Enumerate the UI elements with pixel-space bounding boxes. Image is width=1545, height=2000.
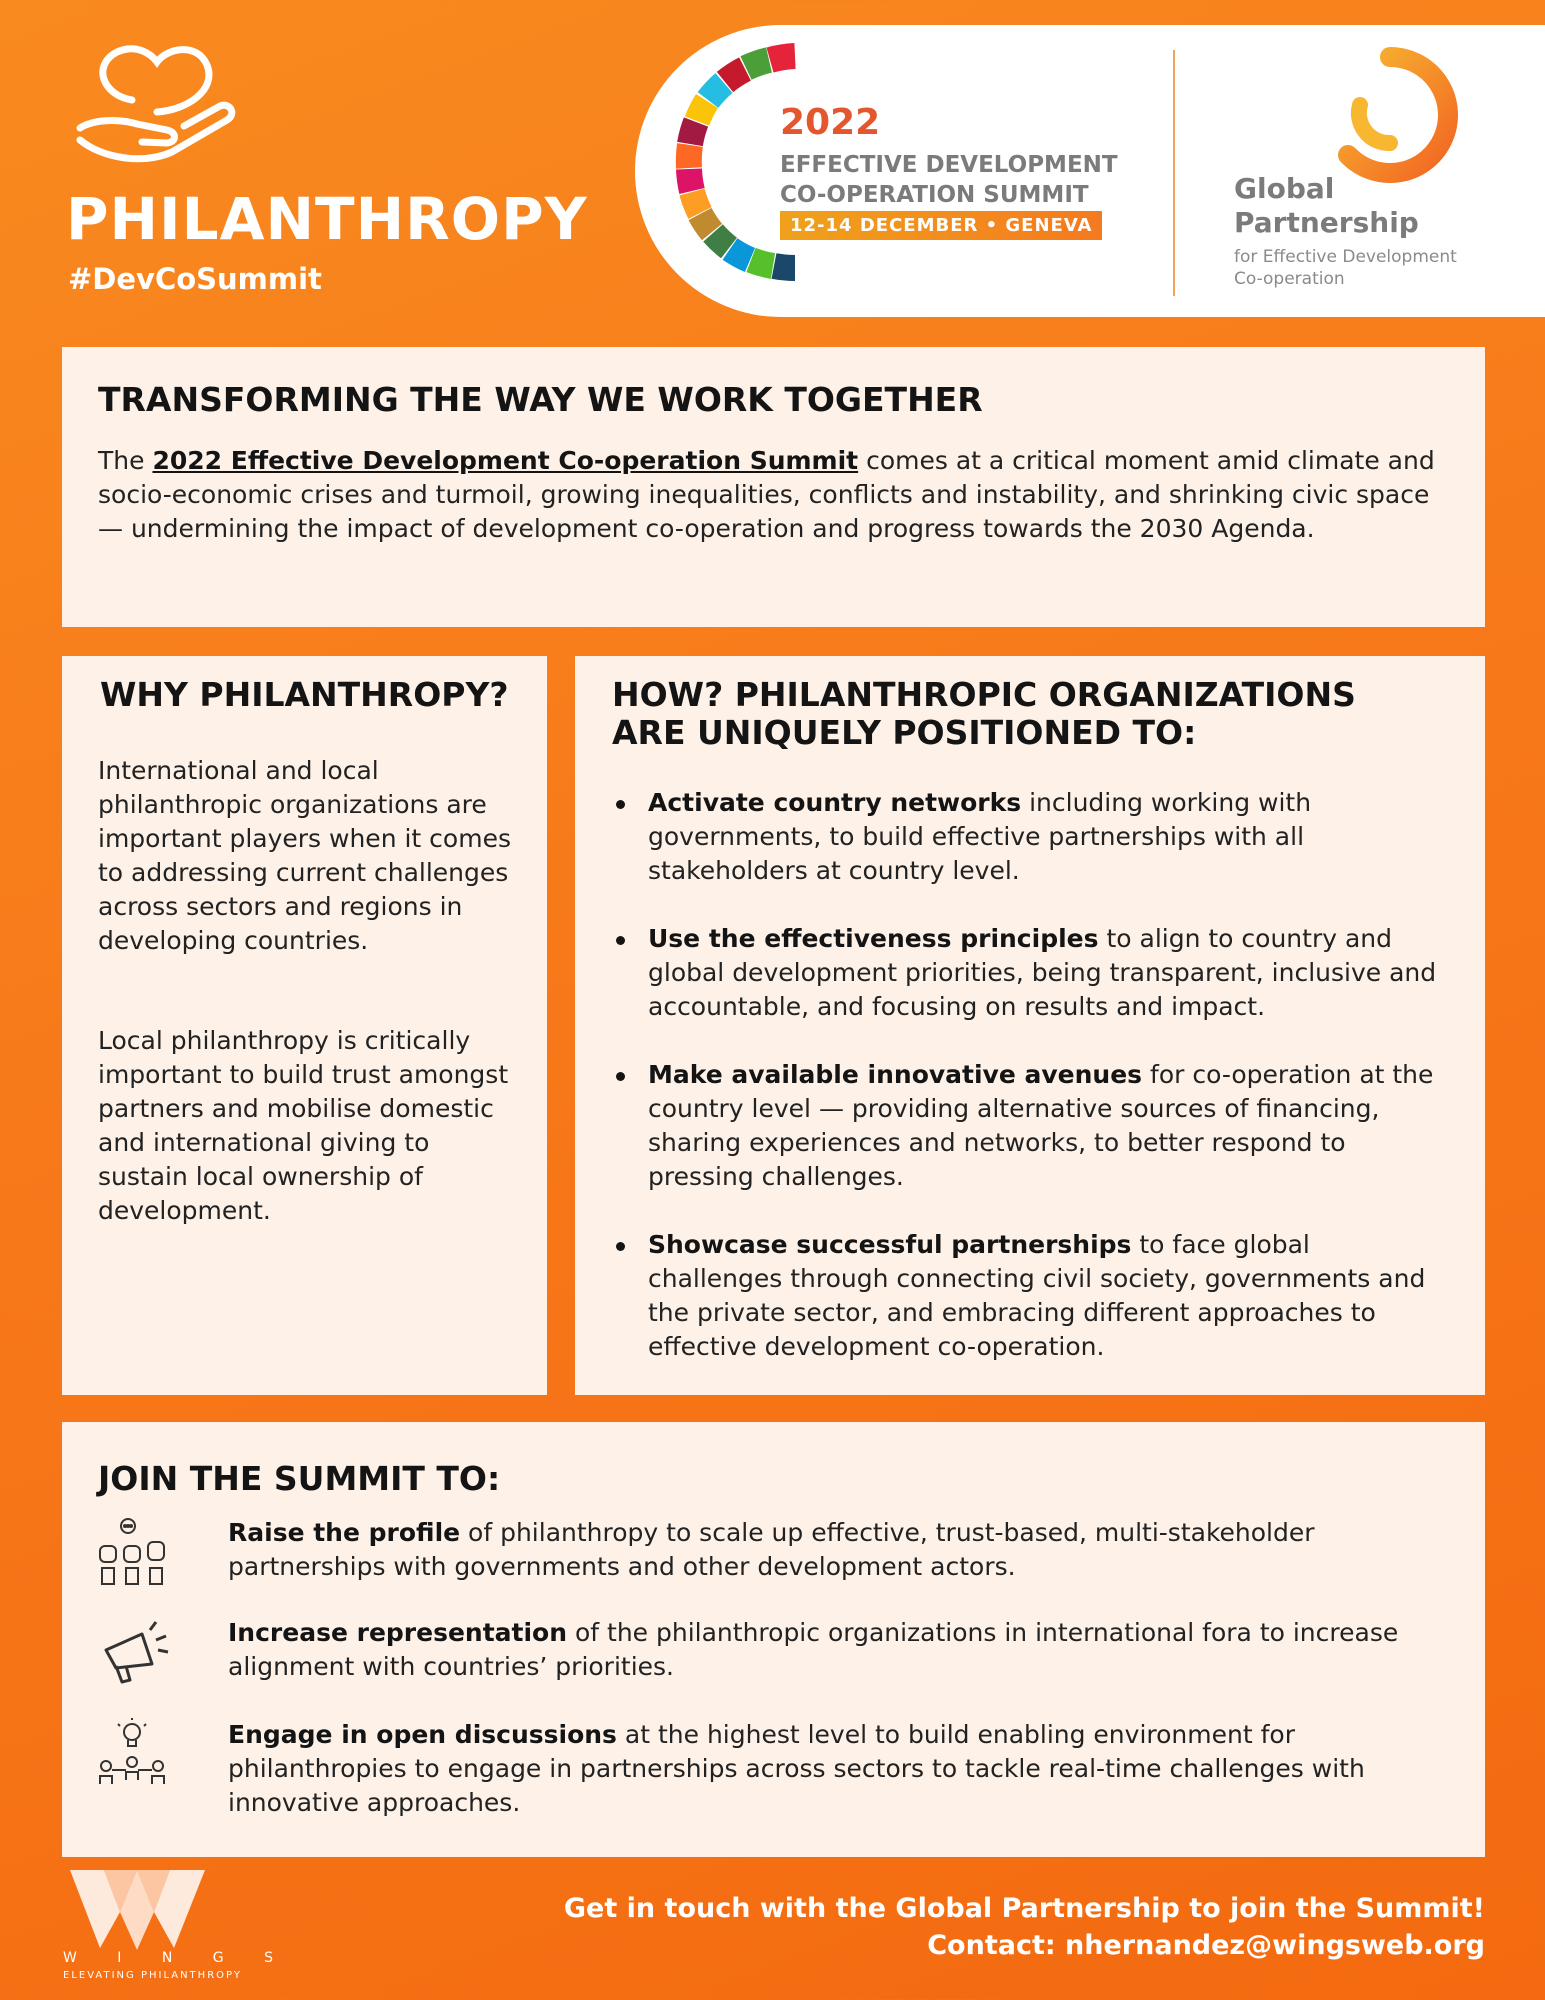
list-item	[612, 1228, 1452, 1364]
join-item-bold: Engage in open discussions	[228, 1720, 617, 1749]
why-paragraph-2: Local philanthropy is critically important to build trust amongst partners and mobilise domestic and international giving to sustain local ownership of development.	[98, 1026, 509, 1225]
join-item-rest: of the philanthropic organizations in international fora to increase alignment with countries’ priorities.	[228, 1618, 1399, 1681]
why-title: WHY PHILANTHROPY?	[100, 675, 509, 714]
summit-year: 2022	[780, 102, 881, 143]
summit-name-line1: EFFECTIVE DEVELOPMENT	[780, 152, 1118, 178]
intro-card	[62, 347, 1485, 627]
join-item-rest: at the highest level to build enabling environment for philanthropies to engage in partnerships across sectors to tackle real-time challenges with innovative approaches.	[228, 1720, 1365, 1817]
summit-name	[780, 150, 1118, 210]
how-list	[612, 786, 1452, 1398]
partner-sub-line2: Co-operation	[1234, 269, 1345, 289]
list-item-bold: Showcase successful partnerships	[648, 1230, 1132, 1259]
join-item-bold: Increase representation	[228, 1618, 568, 1647]
heart-hand-icon	[72, 40, 242, 165]
list-item-bold: Make available innovative avenues	[648, 1060, 1143, 1089]
partner-name	[1234, 172, 1419, 240]
footer-cta: Get in touch with the Global Partnership to join the Summit!	[563, 1893, 1485, 1924]
join-item-bold: Raise the profile	[228, 1518, 461, 1547]
list-item-bold: Activate country networks	[648, 788, 1022, 817]
summit-name-line2: CO-OPERATION SUMMIT	[780, 182, 1089, 208]
list-item	[612, 786, 1452, 888]
partner-sub-line1: for Effective Development	[1234, 247, 1457, 267]
summit-date-badge: 12-14 DECEMBER • GENEVA	[780, 211, 1102, 240]
megaphone-icon	[98, 1616, 170, 1688]
banner-divider	[1173, 50, 1175, 296]
join-item-text	[228, 1718, 1468, 1820]
wings-name: W I N G S	[63, 1950, 291, 1966]
join-item-rest: of philanthropy to scale up effective, trust-based, multi-stakeholder partnerships with governments and other development actors.	[228, 1518, 1315, 1581]
global-partnership-logo-icon	[1320, 45, 1460, 185]
raised-hands-icon	[98, 1516, 170, 1588]
intro-text-suffix: comes at a critical moment amid climate and socio-economic crises and turmoil, growing inequalities, conflicts and instability, and shrinking civic space — undermining the impact of development co-operation and progress towards the 2030 Agenda.	[98, 446, 1435, 543]
partner-subtitle	[1234, 246, 1457, 290]
why-card	[62, 656, 547, 1395]
intro-text-prefix: The	[98, 446, 153, 475]
how-card	[575, 656, 1485, 1395]
list-item-bold: Use the effectiveness principles	[648, 924, 1099, 953]
footer-contact-link[interactable]: Contact: nhernandez@wingsweb.org	[927, 1930, 1485, 1961]
list-item-text: for co-operation at the country level — providing alternative sources of financing, sharing experiences and networks, to better respond to pressing challenges.	[648, 1060, 1434, 1191]
list-item-text: to face global challenges through connecting civil society, governments and the private sector, and embracing different approaches to effective development co-operation.	[648, 1230, 1426, 1361]
summit-link[interactable]: 2022 Effective Development Co-operation Summit	[152, 446, 859, 475]
how-title: HOW? PHILANTHROPIC ORGANIZATIONS ARE UNIQUELY POSITIONED TO:	[612, 675, 1356, 752]
list-item-text: including working with governments, to build effective partnerships with all stakeholders at country level.	[648, 788, 1312, 885]
lightbulb-people-icon	[98, 1718, 170, 1790]
page-title: PHILANTHROPY	[66, 185, 588, 253]
list-item-text: to align to country and global development priorities, being transparent, inclusive and accountable, and focusing on results and impact.	[648, 924, 1437, 1021]
partner-name-line2: Partnership	[1234, 206, 1419, 239]
hashtag: #DevCoSummit	[68, 262, 322, 296]
join-card	[62, 1422, 1485, 1857]
join-item-text	[228, 1616, 1468, 1684]
join-title: JOIN THE SUMMIT TO:	[98, 1459, 501, 1498]
intro-title: TRANSFORMING THE WAY WE WORK TOGETHER	[98, 380, 983, 419]
intro-text	[98, 444, 1458, 546]
wings-tagline: ELEVATING PHILANTHROPY	[63, 1970, 242, 1981]
partner-name-line1: Global	[1234, 172, 1335, 205]
list-item	[612, 1058, 1452, 1194]
list-item	[612, 922, 1452, 1024]
why-paragraph-1: International and local philanthropic organizations are important players when it comes to addressing current challenges across sectors and regions in developing countries.	[98, 756, 511, 955]
join-item-text	[228, 1516, 1468, 1584]
